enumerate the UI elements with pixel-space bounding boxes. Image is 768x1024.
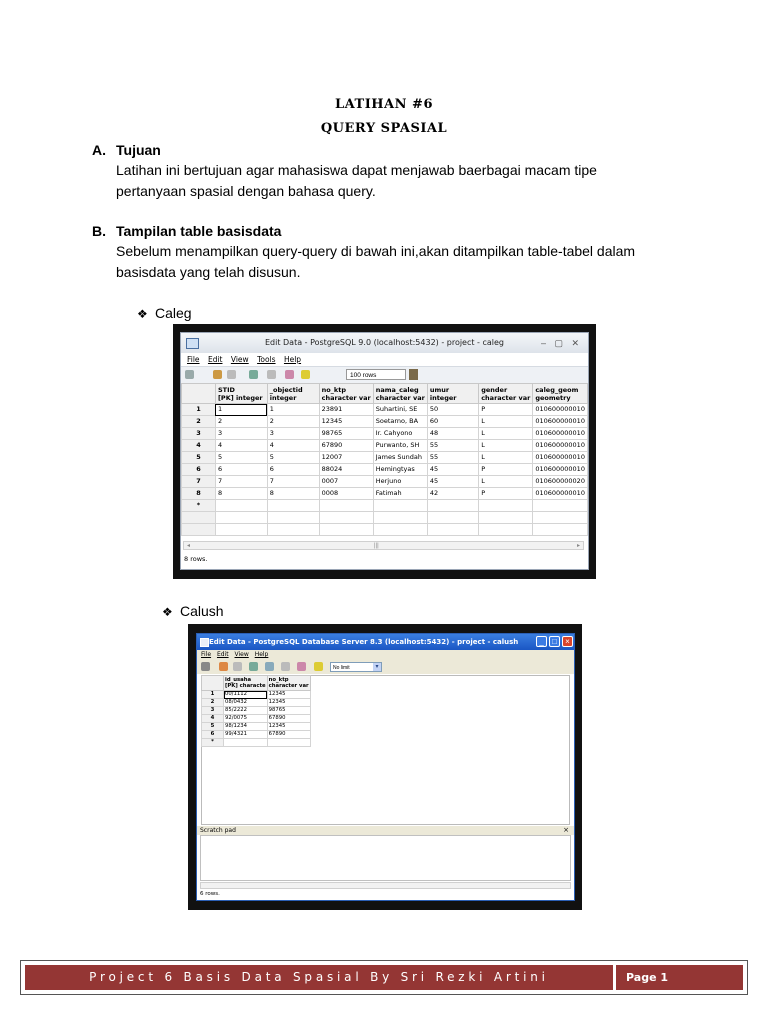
table-row[interactable] <box>182 464 588 476</box>
table-cell[interactable] <box>224 739 268 747</box>
row-number[interactable]: 6 <box>182 464 216 476</box>
table-row[interactable] <box>202 731 311 739</box>
empty-cell <box>267 524 319 536</box>
menu-file[interactable]: File <box>187 355 200 364</box>
grip-icon <box>185 370 194 379</box>
table-cell[interactable]: Soetarno, BA <box>373 416 427 428</box>
save-icon[interactable] <box>219 662 228 671</box>
row-header-corner <box>182 384 216 404</box>
menubar <box>181 353 588 366</box>
table-cell[interactable]: 50 <box>427 404 478 416</box>
empty-cell <box>215 524 267 536</box>
diamond-bullet-icon: ❖ <box>162 605 173 619</box>
filter-icon[interactable] <box>297 662 306 671</box>
limit-select[interactable]: No limit <box>330 662 382 672</box>
table-cell[interactable]: 12345 <box>267 699 310 707</box>
section-b-line1: Sebelum menampilkan query-query di bawah ini,akan ditampilkan table-tabel dalam <box>116 243 636 259</box>
table-row[interactable] <box>182 440 588 452</box>
filter-icon[interactable] <box>285 370 294 379</box>
table-cell[interactable]: 85/2222 <box>224 707 268 715</box>
row-number[interactable]: 4 <box>202 715 224 723</box>
table-cell[interactable]: 12007 <box>319 452 373 464</box>
column-header[interactable]: umur integer <box>427 384 478 404</box>
table-row[interactable] <box>202 723 311 731</box>
copy-icon[interactable] <box>249 662 258 671</box>
window-title: Edit Data - PostgreSQL Database Server 8.3 (localhost:5432) - project - calush <box>209 638 519 646</box>
row-number[interactable]: 1 <box>202 691 224 699</box>
table-cell[interactable]: 010600000010 <box>533 440 588 452</box>
section-a-line1: Latihan ini bertujuan agar mahasiswa dapat menjawab baerbagai macam tipe <box>116 162 597 178</box>
table-cell[interactable] <box>479 500 533 512</box>
row-number[interactable]: 2 <box>202 699 224 707</box>
table-cell[interactable]: 7 <box>215 476 267 488</box>
table-cell[interactable]: 55 <box>427 452 478 464</box>
table-cell[interactable]: 7 <box>267 476 319 488</box>
table-cell[interactable]: P <box>479 464 533 476</box>
undo-icon[interactable] <box>233 662 242 671</box>
empty-cell <box>427 524 478 536</box>
table-cell[interactable]: 8 <box>267 488 319 500</box>
doc-title-line2: QUERY SPASIAL <box>320 121 448 136</box>
minimize-button[interactable]: _ <box>536 636 547 647</box>
table-cell[interactable]: James Sundah <box>373 452 427 464</box>
table-cell[interactable]: 010600000010 <box>533 416 588 428</box>
window-titlebar[interactable] <box>181 333 588 353</box>
empty-cell <box>479 524 533 536</box>
empty-cell <box>182 512 216 524</box>
bullet-calush-label: Calush <box>180 603 224 619</box>
data-grid-caleg <box>181 383 588 536</box>
table-cell[interactable]: 67890 <box>267 715 310 723</box>
table-cell[interactable]: 48 <box>427 428 478 440</box>
scroll-right-icon[interactable]: ▸ <box>576 543 580 549</box>
status-bar: 8 rows. <box>184 555 208 563</box>
table-cell[interactable]: 45 <box>427 464 478 476</box>
table-cell[interactable]: L <box>479 476 533 488</box>
empty-cell <box>533 512 588 524</box>
bullet-caleg <box>137 305 192 321</box>
empty-cell <box>479 512 533 524</box>
table-cell[interactable]: 0008 <box>319 488 373 500</box>
table-cell[interactable]: 98/1234 <box>224 723 268 731</box>
menu-edit[interactable]: Edit <box>216 651 229 658</box>
row-number[interactable]: 6 <box>202 731 224 739</box>
table-row[interactable] <box>202 715 311 723</box>
table-cell[interactable]: 8 <box>215 488 267 500</box>
table-cell[interactable] <box>319 500 373 512</box>
table-cell[interactable]: 6 <box>267 464 319 476</box>
table-cell[interactable]: 99/4321 <box>224 731 268 739</box>
table-cell[interactable]: 60 <box>427 416 478 428</box>
table-cell[interactable]: 010600000020 <box>533 476 588 488</box>
undo-icon[interactable] <box>227 370 236 379</box>
table-cell[interactable]: 1 <box>267 404 319 416</box>
section-b-heading: Tampilan table basisdata <box>116 223 282 239</box>
table-cell[interactable]: 010600000010 <box>533 428 588 440</box>
table-cell[interactable]: 67890 <box>267 731 310 739</box>
paste-icon[interactable] <box>265 662 274 671</box>
table-row[interactable] <box>202 707 311 715</box>
empty-cell <box>373 524 427 536</box>
empty-cell <box>319 512 373 524</box>
window-title: Edit Data - PostgreSQL 9.0 (localhost:5432) - project - caleg <box>264 338 505 347</box>
table-cell[interactable]: 3 <box>215 428 267 440</box>
bullet-caleg-label: Caleg <box>155 305 192 321</box>
table-cell[interactable]: Ir. Cahyono <box>373 428 427 440</box>
table-cell[interactable]: 010600000010 <box>533 464 588 476</box>
row-header-corner <box>202 676 224 691</box>
rows-limit-dropdown-icon[interactable] <box>409 369 418 380</box>
horizontal-scrollbar[interactable] <box>183 541 584 550</box>
table-cell[interactable]: L <box>479 452 533 464</box>
table-cell[interactable]: 45 <box>427 476 478 488</box>
section-b-line2: basisdata yang telah disusun. <box>116 264 301 280</box>
table-cell[interactable] <box>267 500 319 512</box>
menubar <box>197 650 574 660</box>
bullet-calush <box>162 603 224 619</box>
table-row[interactable] <box>182 404 588 416</box>
menu-edit[interactable]: Edit <box>207 355 223 364</box>
table-row[interactable] <box>202 691 311 699</box>
column-header[interactable]: STID [PK] integer <box>215 384 267 404</box>
table-cell[interactable]: L <box>479 440 533 452</box>
data-grid-calush <box>201 675 311 747</box>
menu-file[interactable]: File <box>201 651 212 658</box>
table-cell[interactable]: Hemingtyas <box>373 464 427 476</box>
row-number[interactable]: 2 <box>182 416 216 428</box>
table-cell[interactable]: 3 <box>267 428 319 440</box>
footer-project-text: Project 6 Basis Data Spasial By Sri Rezki Artini <box>89 970 549 984</box>
maximize-button[interactable]: □ <box>549 636 560 647</box>
save-icon[interactable] <box>213 370 222 379</box>
section-a-line2: pertanyaan spasial dengan bahasa query. <box>116 183 376 199</box>
table-cell[interactable]: 23891 <box>319 404 373 416</box>
table-cell[interactable] <box>427 500 478 512</box>
grid-header-row <box>202 676 311 691</box>
menu-help[interactable]: Help <box>283 355 302 364</box>
table-cell[interactable]: L <box>479 416 533 428</box>
table-cell[interactable] <box>533 500 588 512</box>
scratch-pad-textarea[interactable] <box>200 835 571 881</box>
new-row-marker: * <box>202 739 224 747</box>
table-cell[interactable]: Purwanto, SH <box>373 440 427 452</box>
table-row[interactable] <box>182 488 588 500</box>
scroll-thumb[interactable]: ||| <box>374 543 379 549</box>
table-cell[interactable]: 55 <box>427 440 478 452</box>
table-cell[interactable]: 5 <box>267 452 319 464</box>
column-header[interactable]: nama_caleg character var <box>373 384 427 404</box>
new-row[interactable] <box>202 739 311 747</box>
delete-icon[interactable] <box>281 662 290 671</box>
column-header[interactable]: no_ktp character var <box>268 677 309 689</box>
scratch-pad-header <box>197 826 574 835</box>
empty-cell <box>427 512 478 524</box>
table-cell[interactable]: 4 <box>267 440 319 452</box>
empty-cell <box>215 512 267 524</box>
toolbar <box>197 660 574 674</box>
table-cell[interactable] <box>215 500 267 512</box>
table-cell[interactable]: Herjuno <box>373 476 427 488</box>
table-cell[interactable]: 42 <box>427 488 478 500</box>
app-window-icon <box>186 338 199 349</box>
menu-help[interactable]: Help <box>254 651 269 658</box>
table-cell[interactable]: 6 <box>215 464 267 476</box>
new-row-marker: * <box>182 500 216 512</box>
row-number[interactable]: 1 <box>182 404 216 416</box>
menu-tools[interactable]: Tools <box>257 355 276 364</box>
table-cell[interactable]: 67890 <box>319 440 373 452</box>
row-number[interactable]: 3 <box>202 707 224 715</box>
toolbar <box>181 366 588 384</box>
menu-view[interactable]: View <box>234 651 249 658</box>
section-b-paragraph <box>116 241 678 283</box>
table-cell[interactable]: P <box>479 488 533 500</box>
doc-title-line1: LATIHAN #6 <box>335 97 433 112</box>
empty-cell <box>373 512 427 524</box>
status-bar: 6 rows. <box>200 891 220 897</box>
help-icon[interactable] <box>301 370 310 379</box>
table-cell[interactable]: 2 <box>215 416 267 428</box>
chevron-down-icon[interactable]: ▾ <box>373 663 381 671</box>
scratch-pad-label: Scratch pad <box>200 827 236 834</box>
table-cell[interactable]: 2 <box>267 416 319 428</box>
table-row[interactable] <box>182 476 588 488</box>
table-cell[interactable]: L <box>479 428 533 440</box>
table-cell[interactable]: Fatimah <box>373 488 427 500</box>
table-cell[interactable]: 98765 <box>319 428 373 440</box>
table-cell[interactable]: 010600000010 <box>533 488 588 500</box>
table-cell[interactable]: 12345 <box>267 691 310 699</box>
table-cell[interactable]: 4 <box>215 440 267 452</box>
section-a-letter: A. <box>92 142 106 158</box>
table-cell[interactable]: P <box>479 404 533 416</box>
row-number[interactable]: 3 <box>182 428 216 440</box>
table-row[interactable] <box>202 699 311 707</box>
section-a-paragraph <box>116 160 678 202</box>
table-cell[interactable]: 98765 <box>267 707 310 715</box>
section-b-letter: B. <box>92 223 106 239</box>
column-header[interactable]: gender character var <box>479 384 533 404</box>
row-number[interactable]: 5 <box>202 723 224 731</box>
diamond-bullet-icon: ❖ <box>137 307 148 321</box>
empty-cell <box>533 524 588 536</box>
rows-limit-select[interactable]: 100 rows <box>346 369 406 380</box>
new-row[interactable] <box>182 500 588 512</box>
table-cell[interactable]: Suhartini, SE <box>373 404 427 416</box>
column-header[interactable]: no_ktp character var <box>319 384 373 404</box>
table-cell[interactable]: 92/0075 <box>224 715 268 723</box>
table-cell[interactable]: 12345 <box>319 416 373 428</box>
page-footer <box>20 960 748 995</box>
row-number[interactable]: 7 <box>182 476 216 488</box>
footer-band <box>25 965 743 990</box>
delete-icon[interactable] <box>267 370 276 379</box>
grid-header-row <box>182 384 588 404</box>
window-titlebar[interactable] <box>197 634 574 650</box>
empty-cell <box>182 524 216 536</box>
table-cell[interactable] <box>373 500 427 512</box>
page-number: Page 1 <box>626 971 669 984</box>
table-row[interactable] <box>182 416 588 428</box>
row-number[interactable]: 4 <box>182 440 216 452</box>
table-cell[interactable]: 88024 <box>319 464 373 476</box>
edit-data-window-calush <box>196 633 575 901</box>
window-controls[interactable]: – ▢ ✕ <box>540 338 582 348</box>
horizontal-scrollbar[interactable] <box>200 882 571 889</box>
row-number[interactable]: 8 <box>182 488 216 500</box>
empty-cell <box>267 512 319 524</box>
empty-row <box>182 512 588 524</box>
table-cell[interactable]: 00/1112 <box>224 691 268 699</box>
table-cell[interactable]: 12345 <box>267 723 310 731</box>
table-cell[interactable]: 5 <box>215 452 267 464</box>
column-header[interactable]: caleg_geom geometry <box>533 384 588 404</box>
table-row[interactable] <box>182 452 588 464</box>
help-icon[interactable] <box>314 662 323 671</box>
table-cell[interactable]: 010600000010 <box>533 404 588 416</box>
table-cell[interactable]: 010600000010 <box>533 452 588 464</box>
column-header[interactable]: id_usaha [PK] characte <box>225 677 266 689</box>
empty-row <box>182 524 588 536</box>
grip-icon <box>201 662 210 671</box>
table-cell[interactable]: 1 <box>215 404 267 416</box>
table-cell[interactable]: 0007 <box>319 476 373 488</box>
close-button[interactable]: × <box>562 636 573 647</box>
table-row[interactable] <box>182 428 588 440</box>
column-header[interactable]: _objectid integer <box>267 384 319 404</box>
scroll-left-icon[interactable]: ◂ <box>187 543 191 549</box>
edit-data-window-caleg <box>180 332 589 570</box>
app-window-icon <box>200 638 209 647</box>
empty-cell <box>319 524 373 536</box>
table-cell[interactable] <box>267 739 310 747</box>
row-number[interactable]: 5 <box>182 452 216 464</box>
menu-view[interactable]: View <box>230 355 249 364</box>
table-cell[interactable]: 08/0432 <box>224 699 268 707</box>
copy-icon[interactable] <box>249 370 258 379</box>
section-a-heading: Tujuan <box>116 142 161 158</box>
close-icon[interactable]: × <box>563 826 569 834</box>
